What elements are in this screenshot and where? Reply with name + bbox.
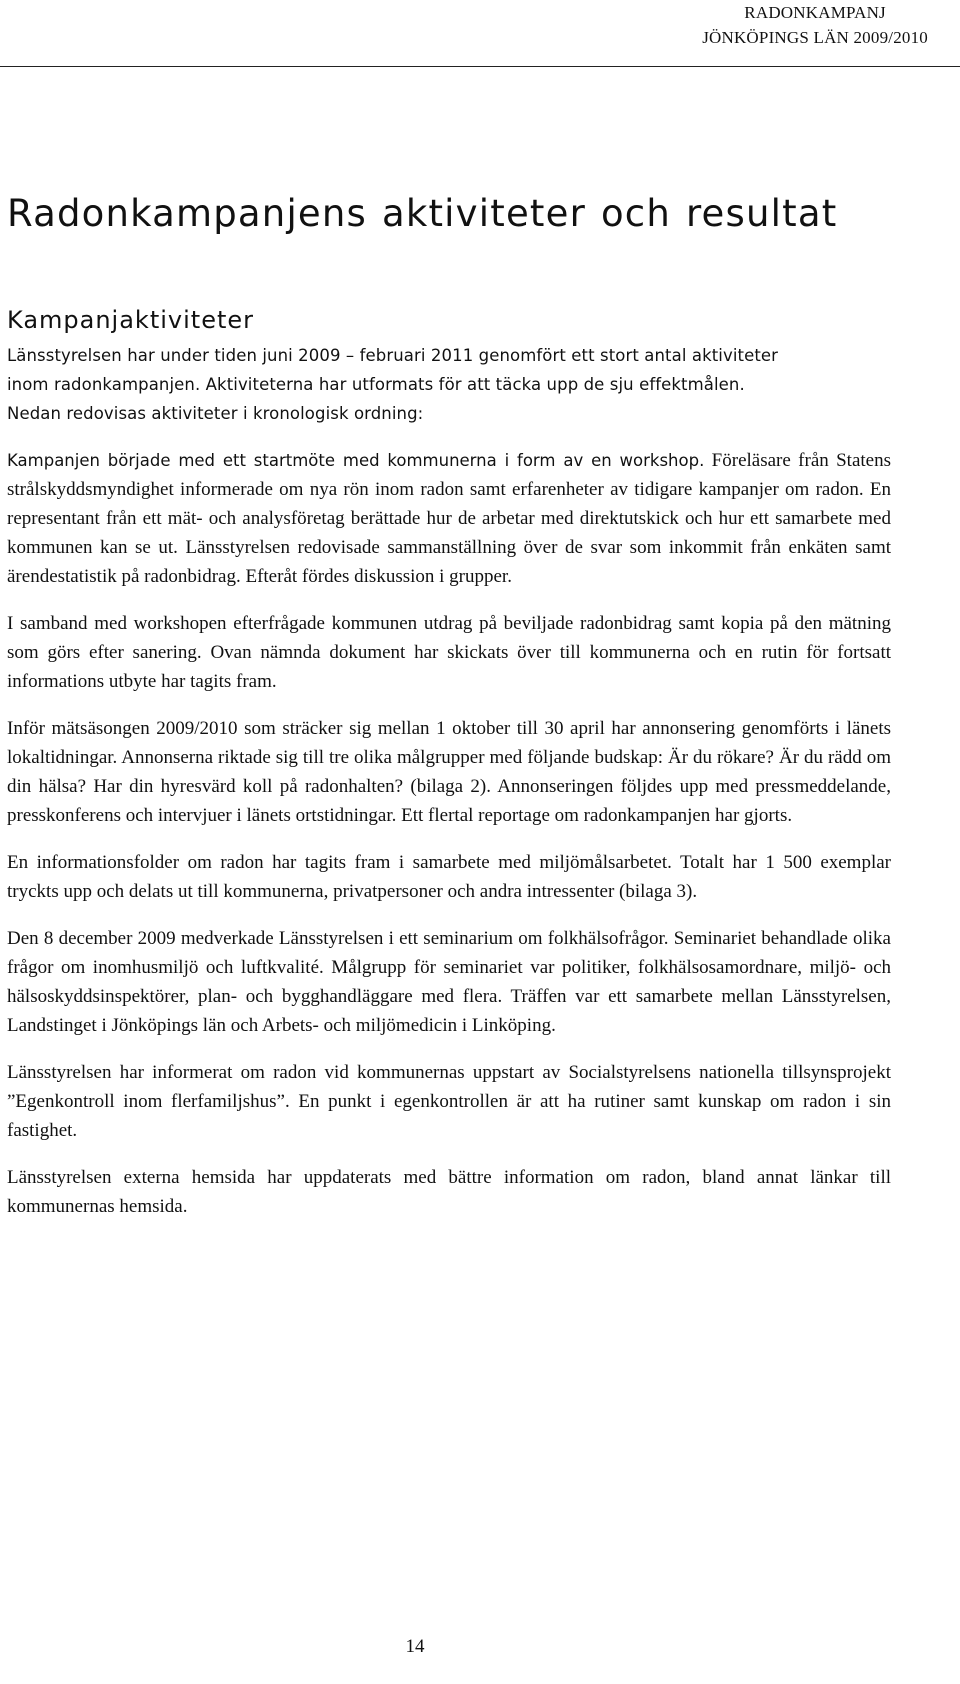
intro-block [7,341,891,428]
paragraph-workshop [7,446,891,591]
intro-line: Nedan redovisas aktiviteter i kronologisk ordning: [7,404,424,423]
header-campaign-title: RADONKAMPANJ [744,3,886,22]
intro-line: Länsstyrelsen har under tiden juni 2009 – februari 2011 genomfört ett stort antal aktiviteter [7,346,779,365]
paragraph-seminar: Den 8 december 2009 medverkade Länsstyrelsen i ett seminarium om folkhälsofrågor. Seminariet behandlade olika frågor om inomhusmiljö och luftkvalité. Målgrupp för seminariet var politiker, folkhälsosamordnare, miljö- och hälsoskyddsinspektörer, plan- och bygghandläggare med flera. Träffen var ett samarbete mellan Länsstyrelsen, Landstinget i Jönköpings län och Arbets- och miljömedicin i Linköping. [7,928,891,1036]
main-content [7,190,891,1239]
paragraph-supervision-project: Länsstyrelsen har informerat om radon vid kommunernas uppstart av Socialstyrelsens nationella tillsynsprojekt ”Egenkontroll inom flerfamiljshus”. En punkt i egenkontrollen är att ha rutiner samt kunskap om radon i sin fastighet. [7,1062,891,1141]
header-county-period: JÖNKÖPINGS LÄN 2009/2010 [702,28,928,47]
paragraph-folder: En informationsfolder om radon har tagits fram i samarbete med miljömålsarbetet. Totalt har 1 500 exemplar tryckts upp och delats ut till kommunerna, privatpersoner och andra intressenter (bilaga 3). [7,852,891,902]
paragraph-documents: I samband med workshopen efterfrågade kommunen utdrag på beviljade radonbidrag samt kopia på den mätning som görs efter sanering. Ovan nämnda dokument har skickats över till kommunerna och en rutin för fortsatt informations utbyte har tagits fram. [7,613,891,692]
paragraph-body: Föreläsare från Statens strålskyddsmyndighet informerade om nya rön inom radon samt erfarenheter av tidigare kampanjer om radon. En representant från ett mät- och analysföretag berättade hur de arbetar med direktutskick och hur ett samarbete med kommunen kan se ut. Länsstyrelsen redovisade sammanställning över de svar som inkommit från enkäten samt ärendestatistik på radonbidrag. Efteråt fördes diskussion i grupper. [7,450,891,587]
paragraph-advertising: Inför mätsäsongen 2009/2010 som sträcker sig mellan 1 oktober till 30 april har annonsering genomförts i länets lokaltidningar. Annonserna riktade sig till tre olika målgrupper med följande budskap: Är du rökare? Är du rädd om din hälsa? Har din hyresvärd koll på radonhalten? (bilaga 2). Annonseringen följdes upp med pressmeddelande, presskonferens och intervjuer i länets ortstidningar. Ett flertal reportage om radonkampanjen har gjorts. [7,718,891,826]
paragraph-lead: Kampanjen började med ett startmöte med kommunerna i form av en workshop. [7,451,705,470]
header-divider [0,66,960,67]
section-heading: Kampanjaktiviteter [7,306,254,334]
running-header [702,0,928,50]
page-title: Radonkampanjens aktiviteter och resultat [7,192,838,235]
page-number: 14 [405,1636,425,1657]
paragraph-website: Länsstyrelsen externa hemsida har uppdaterats med bättre information om radon, bland annat länkar till kommunernas hemsida. [7,1167,891,1217]
intro-line: inom radonkampanjen. Aktiviteterna har utformats för att täcka upp de sju effektmålen. [7,375,745,394]
